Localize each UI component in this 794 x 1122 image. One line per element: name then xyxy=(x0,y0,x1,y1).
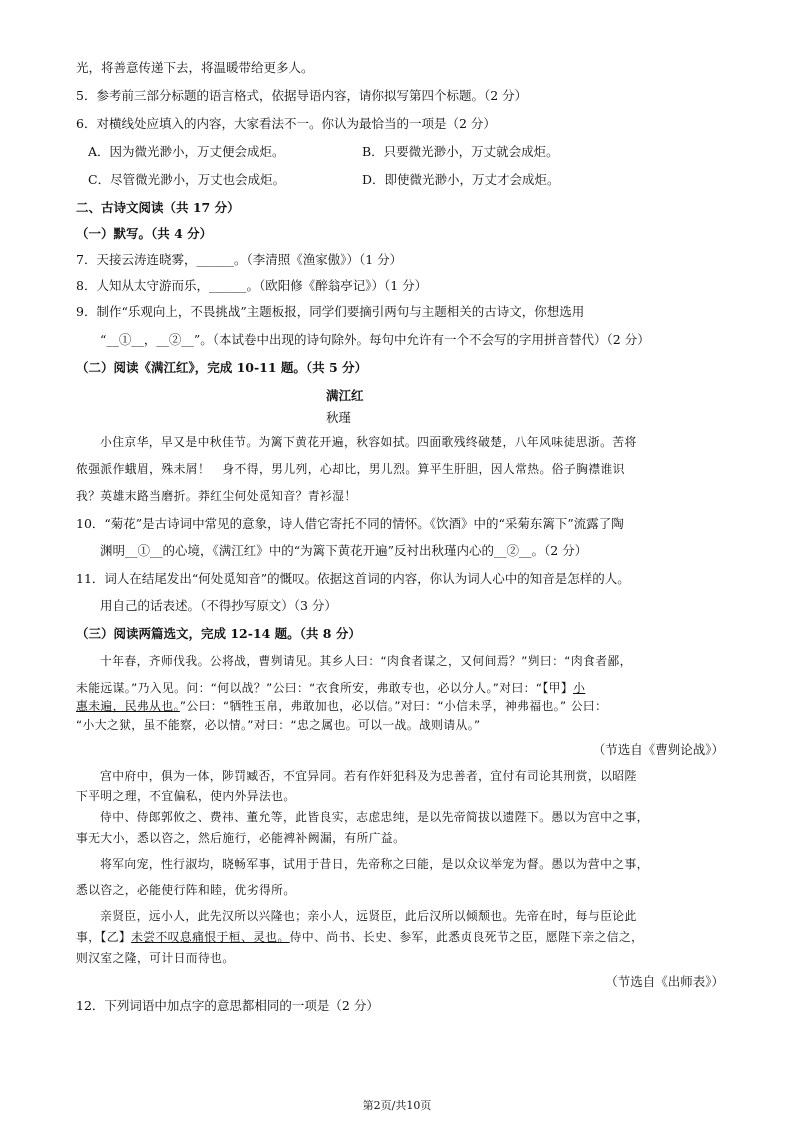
question-9-cont: “__①__，__②__”。（本试卷中出现的诗句除外。每句中允许有一个不会写的字用拼音替代）（2 分） xyxy=(100,332,650,347)
question-9: 9．制作“乐观向上，不畏挑战”主题板报，同学们要摘引两句与主题相关的古诗文，你想选用 xyxy=(76,304,585,319)
question-7: 7．天接云涛连晓雾，______。（李清照《渔家傲》）（1 分） xyxy=(76,252,403,267)
passage-text: 事，【乙】未尝不叹息痛恨于桓、灵也。侍中、尚书、长史、参军，此悉贞良死节之臣，愿陛下亲之信之， xyxy=(76,930,644,944)
passage-text: 下平明之理，不宜偏私，使内外异法也。 xyxy=(76,789,296,803)
underlined-sentence-jia: 惠未遍，民弗从也。 xyxy=(76,699,180,713)
passage-text: 侍中、侍郎郭攸之、费祎、董允等，此皆良实，志虑忠纯，是以先帝简拔以遗陛下。愚以为宫中之事， xyxy=(100,810,649,824)
page-number: 第2页/共10页 xyxy=(362,1099,432,1112)
question-11-cont: 用自己的话表述。（不得抄写原文）（3 分） xyxy=(100,598,337,613)
subsection-heading: （三）阅读两篇选文，完成 12-14 题。（共 8 分） xyxy=(76,626,361,641)
question-10-cont: 渊明__①__的心境，《满江红》中的“为篱下黄花开遍”反衬出秋瑾内心的__②__。（2 分） xyxy=(100,543,588,558)
subsection-heading: （一）默写。（共 4 分） xyxy=(76,226,213,241)
passage-text: 宫中府中，俱为一体，陟罚臧否，不宜异同。若有作奸犯科及为忠善者，宜付有司论其刑赏，以昭陛 xyxy=(100,769,637,783)
passage-text: 则汉室之隆，可计日而待也。 xyxy=(76,951,235,965)
poem-text: 我？英雄末路当磨折。莽红尘何处觅知音？青衫湿！ xyxy=(76,489,357,503)
passage-text: 事无大小，悉以咨之，然后施行，必能裨补阙漏，有所广益。 xyxy=(76,831,406,845)
passage-text: 十年春，齐师伐我。公将战，曹刿请见。其乡人曰：“肉食者谋之，又何间焉？”刿曰：“肉食者鄙， xyxy=(100,654,632,668)
passage-text: 惠未遍，民弗从也。”公曰：“牺牲玉帛，弗敢加也，必以信。”对曰：“小信未孚，神弗福也。” 公曰： xyxy=(76,699,608,713)
passage-text: 将军向宠，性行淑均，晓畅军事，试用于昔日，先帝称之曰能，是以众议举宠为督。愚以为营中之事， xyxy=(100,857,649,871)
option-d: D．即使微光渺小，万丈才会成炬。 xyxy=(362,172,560,187)
question-5: 5．参考前三部分标题的语言格式，依据导语内容，请你拟写第四个标题。（2 分） xyxy=(76,88,528,103)
poem-text: 小住京华，早又是中秋佳节。为篱下黄花开遍，秋容如拭。四面歌残终破楚，八年风味徒思浙。苦将 xyxy=(100,435,637,449)
question-12: 12．下列词语中加点字的意思都相同的一项是（2 分） xyxy=(76,998,379,1013)
question-8: 8．人知从太守游而乐，______。（欧阳修《醉翁亭记》）（1 分） xyxy=(76,278,428,293)
source-note: （节选自《曹刿论战》） xyxy=(592,742,724,757)
option-a: A．因为微光渺小，万丈便会成炬。 xyxy=(88,144,285,159)
option-c: C．尽管微光渺小，万丈也会成炬。 xyxy=(88,172,286,187)
poem-text: 侬强派作蛾眉，殊未屑！ 身不得，男儿列，心却比，男儿烈。算平生肝胆，因人常热。俗子胸襟谁识 xyxy=(76,462,625,476)
underlined-sentence-jia: 小 xyxy=(573,681,586,695)
passage-text: 未能远谋。”乃入见。问：“何以战？”公曰：“衣食所安，弗敢专也，必以分人。”对曰：“【甲】小 xyxy=(76,681,586,695)
subsection-heading: （二）阅读《满江红》，完成 10-11 题。（共 5 分） xyxy=(76,360,368,375)
text-line: 光，将善意传递下去，将温暖带给更多人。 xyxy=(76,60,314,75)
poem-title: 满江红 xyxy=(326,388,364,403)
passage-text: 亲贤臣，远小人，此先汉所以兴隆也；亲小人，远贤臣，此后汉所以倾颓也。先帝在时，每与臣论此 xyxy=(100,909,637,923)
option-b: B．只要微光渺小，万丈就会成炬。 xyxy=(362,144,559,159)
passage-text: “小大之狱，虽不能察，必以情。”对曰：“忠之属也。可以一战。战则请从。” xyxy=(76,718,481,732)
source-note: （节选自《出师表》） xyxy=(605,974,724,989)
question-10: 10．“菊花”是古诗词中常见的意象，诗人借它寄托不同的情怀。《饮酒》中的“采菊东篱下”流露了陶 xyxy=(76,516,624,531)
underlined-sentence-yi: 未尝不叹息痛恨于桓、灵也。 xyxy=(131,930,290,944)
poem-author: 秋瑾 xyxy=(326,410,352,425)
question-11: 11．词人在结尾发出“何处觅知音”的慨叹。依据这首词的内容，你认为词人心中的知音是怎样的人。 xyxy=(76,571,630,586)
passage-text: 悉以咨之，必能使行阵和睦，优劣得所。 xyxy=(76,883,296,897)
section-heading: 二、古诗文阅读（共 17 分） xyxy=(76,200,240,215)
question-6: 6．对横线处应填入的内容，大家看法不一。你认为最恰当的一项是（2 分） xyxy=(76,116,496,131)
